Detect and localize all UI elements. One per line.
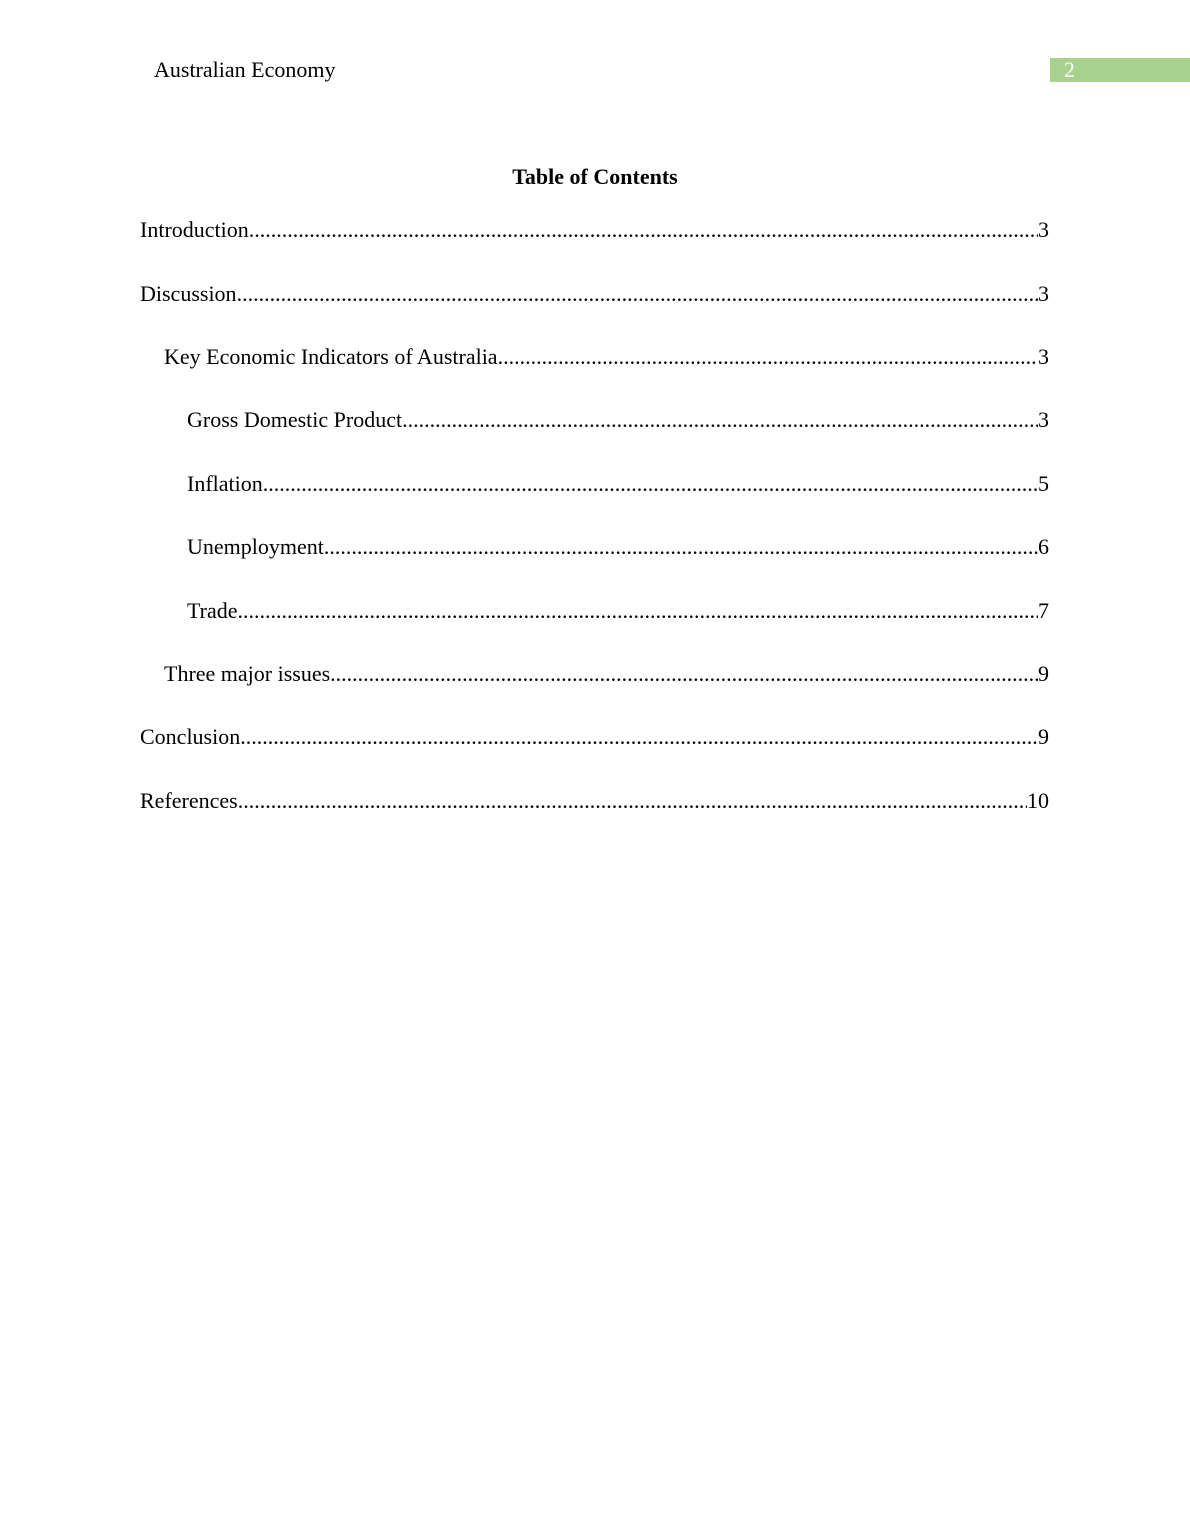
toc-entry-gross-domestic-product[interactable]	[187, 406, 1049, 434]
toc-entry-page: 3	[1038, 217, 1049, 242]
toc-entry-label: References	[140, 788, 238, 813]
toc-dot-leader	[498, 343, 1038, 371]
toc-entry-introduction[interactable]	[140, 216, 1049, 244]
page-number: 2	[1064, 57, 1075, 82]
toc-entry-page: 6	[1038, 534, 1049, 559]
toc-entry-label: Conclusion	[140, 724, 241, 749]
toc-entry-label: Gross Domestic Product	[187, 407, 403, 432]
toc-entry-unemployment[interactable]	[187, 533, 1049, 561]
toc-dot-leader	[402, 406, 1038, 434]
toc-entry-page: 3	[1038, 281, 1049, 306]
toc-dot-leader	[238, 597, 1038, 625]
toc-entry-page: 3	[1038, 344, 1049, 369]
toc-dot-leader	[330, 660, 1038, 688]
page-number-badge	[1050, 58, 1190, 82]
toc-entry-inflation[interactable]	[187, 470, 1049, 498]
toc-entry-page: 9	[1038, 661, 1049, 686]
toc-entry-three-major-issues[interactable]	[164, 660, 1049, 688]
toc-entry-label: Discussion	[140, 281, 237, 306]
toc-entry-discussion[interactable]	[140, 280, 1049, 308]
toc-entry-page: 9	[1038, 724, 1049, 749]
toc-heading: Table of Contents	[512, 164, 678, 189]
toc-entry-label: Trade	[187, 598, 238, 623]
toc-entry-page: 5	[1038, 471, 1049, 496]
toc-entry-trade[interactable]	[187, 597, 1049, 625]
toc-dot-leader	[263, 470, 1038, 498]
toc-dot-leader	[324, 533, 1038, 561]
toc-entry-page: 10	[1027, 788, 1049, 813]
toc-entry-label: Three major issues	[164, 661, 331, 686]
toc-dot-leader	[249, 216, 1038, 244]
toc-entry-page: 7	[1038, 598, 1049, 623]
toc-entry-label: Inflation	[187, 471, 263, 496]
toc-entry-references[interactable]	[140, 787, 1049, 815]
toc-entry-label: Introduction	[140, 217, 249, 242]
toc-entry-label: Unemployment	[187, 534, 324, 559]
toc-entry-label: Key Economic Indicators of Australia	[164, 344, 498, 369]
running-header-title: Australian Economy	[154, 57, 336, 82]
toc-dot-leader	[237, 280, 1038, 308]
toc-dot-leader	[240, 723, 1038, 751]
toc-entry-page: 3	[1038, 407, 1049, 432]
toc-dot-leader	[238, 787, 1027, 815]
toc-entry-key-economic-indicators[interactable]	[164, 343, 1049, 371]
toc-entry-conclusion[interactable]	[140, 723, 1049, 751]
